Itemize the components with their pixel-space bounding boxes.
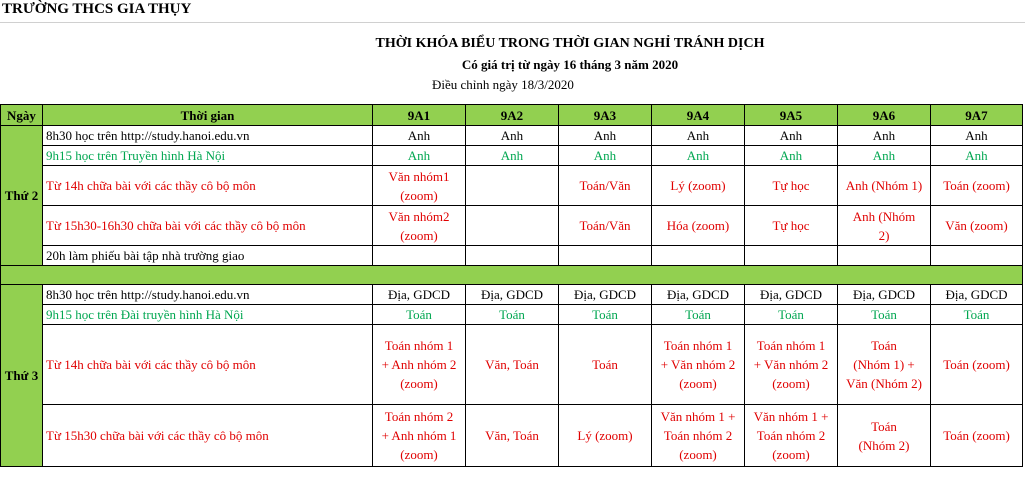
class-cell [931,206,1023,246]
header-time: Thời gian [43,105,373,126]
cell-text: Địa, GDCD [945,287,1008,302]
cell-text: Anh [407,148,431,163]
schedule-row [1,285,1023,305]
schedule-row [1,146,1023,166]
class-cell [466,166,559,206]
cell-text: Toán [871,338,897,353]
class-cell [838,166,931,206]
cell-text: Toán nhóm 1 [384,338,454,353]
class-cell [745,206,838,246]
cell-text: Văn nhóm 1 + [753,409,829,424]
time-slot: Từ 14h chữa bài với các thầy cô bộ môn [43,166,373,206]
cell-text: Anh [872,128,896,143]
header-class-9a7: 9A7 [931,105,1023,126]
time-slot: Từ 15h30 chữa bài với các thầy cô bộ môn [43,405,373,467]
class-cell [745,126,838,146]
cell-text: Anh [407,128,431,143]
class-cell [652,166,745,206]
cell-text: Toán [406,307,432,322]
cell-text: Toán [963,307,990,322]
class-cell [745,166,838,206]
time-slot: Từ 14h chữa bài với các thầy cô bộ môn [43,325,373,405]
class-cell [745,246,838,266]
class-cell [373,246,466,266]
time-slot: Từ 15h30-16h30 chữa bài với các thầy cô bộ môn [43,206,373,246]
class-cell [373,285,466,305]
cell-text: Địa, GDCD [480,287,544,302]
cell-text: Toán nhóm 2 [384,409,454,424]
time-slot: 20h làm phiếu bài tập nhà trường giao [43,246,373,266]
class-cell [931,246,1023,266]
cell-text: Tự học [772,218,810,233]
class-cell [652,146,745,166]
schedule-row [1,405,1023,467]
cell-text: Văn nhóm 1 + [660,409,736,424]
cell-text: (Nhóm 1) + [853,357,915,372]
cell-text: Toán nhóm 2 [663,428,733,443]
class-cell [838,325,931,405]
class-cell [466,285,559,305]
cell-text: Lý (zoom) [670,178,726,193]
class-cell [745,285,838,305]
class-cell [931,285,1023,305]
schedule-row [1,166,1023,206]
cell-text: Anh [779,148,803,163]
time-slot: 8h30 học trên http://study.hanoi.edu.vn [43,126,373,146]
class-cell [652,206,745,246]
header-day: Ngày [1,105,43,126]
day-label: Thứ 2 [1,126,43,266]
class-cell [838,206,931,246]
cell-text: Anh [500,148,524,163]
cell-text: Toán [685,307,711,322]
cell-text: Toán [592,307,618,322]
class-cell [466,246,559,266]
class-cell [745,146,838,166]
class-cell [373,305,466,325]
cell-text: Anh [965,128,988,143]
class-cell [652,285,745,305]
cell-text: Toán nhóm 2 [756,428,826,443]
class-cell [373,325,466,405]
school-name: TRƯỜNG THCS GIA THỤY [2,1,192,17]
class-cell [373,405,466,467]
schedule-row [1,325,1023,405]
cell-text: Văn, Toán [485,428,539,443]
time-slot: 9h15 học trên Đài truyền hình Hà Nội [43,305,373,325]
cell-text: Toán (zoom) [943,428,1010,443]
class-cell [559,146,652,166]
cell-text: Văn (Nhóm 2) [846,376,922,391]
cell-text: Anh [686,148,710,163]
class-cell [931,325,1023,405]
cell-text: Toán/Văn [579,218,631,233]
class-cell [559,325,652,405]
class-cell [838,146,931,166]
cell-text: Văn nhóm1 [388,168,450,184]
cell-text: + Anh nhóm 2 [381,357,457,372]
cell-text: Anh [779,128,803,143]
cell-text: Anh [500,128,524,143]
header-class-9a2: 9A2 [466,105,559,126]
class-cell [559,285,652,305]
cell-text: (Nhóm 2) [858,437,910,453]
header-class-9a5: 9A5 [745,105,838,126]
cell-text: 2) [878,227,890,243]
schedule-row [1,126,1023,146]
cell-text: Lý (zoom) [577,428,633,443]
cell-text: Toán [499,307,525,322]
cell-text: Toán (zoom) [943,178,1010,193]
schedule-title: THỜI KHÓA BIỂU TRONG THỜI GIAN NGHỈ TRÁNH DỊCH [375,36,765,51]
cell-text: Văn, Toán [485,357,539,372]
header-class-9a1: 9A1 [373,105,466,126]
class-cell [466,206,559,246]
class-cell [931,146,1023,166]
cell-text: Anh [872,148,896,163]
adjusted-date: Điều chỉnh ngày 18/3/2020 [432,77,574,92]
cell-text: Địa, GDCD [852,287,916,302]
sheet-gridline [0,22,1025,23]
time-slot: 9h15 học trên Truyền hình Hà Nội [43,146,373,166]
cell-text: Hóa (zoom) [666,218,730,233]
cell-text: + Văn nhóm 2 [753,357,829,372]
class-cell [652,246,745,266]
class-cell [838,126,931,146]
cell-text: Toán [871,307,897,322]
schedule-row [1,206,1023,246]
header-class-9a3: 9A3 [559,105,652,126]
cell-text: (zoom) [772,447,810,462]
cell-text: Địa, GDCD [759,287,823,302]
class-cell [652,126,745,146]
cell-text: (zoom) [400,227,438,243]
class-cell [838,405,931,467]
cell-text: (zoom) [679,447,717,462]
class-cell [559,246,652,266]
cell-text: Toán nhóm 1 [663,338,733,353]
schedule-row [1,305,1023,325]
class-cell [466,305,559,325]
class-cell [838,285,931,305]
class-cell [373,126,466,146]
cell-text: + Văn nhóm 2 [660,357,736,372]
day-separator-row [1,266,1023,285]
cell-text: Địa, GDCD [573,287,637,302]
cell-text: Toán [778,307,804,322]
class-cell [838,246,931,266]
day-label: Thứ 3 [1,285,43,467]
class-cell [559,206,652,246]
class-cell [559,166,652,206]
header-class-9a6: 9A6 [838,105,931,126]
cell-text: Toán (zoom) [943,357,1010,372]
cell-text: (zoom) [679,376,717,391]
class-cell [652,405,745,467]
class-cell [931,305,1023,325]
cell-text: Toán [592,357,618,372]
separator-cell [1,266,1023,285]
cell-text: Văn (zoom) [945,218,1008,233]
class-cell [466,405,559,467]
class-cell [466,325,559,405]
cell-text: Toán nhóm 1 [756,338,826,353]
cell-text: Anh (Nhóm [852,208,916,224]
cell-text: + Anh nhóm 1 [381,428,457,443]
cell-text: Anh [593,128,617,143]
class-cell [373,166,466,206]
class-cell [652,305,745,325]
class-cell [838,305,931,325]
cell-text: Văn nhóm2 [388,208,450,224]
class-cell [466,146,559,166]
cell-text: (zoom) [400,187,438,203]
cell-text: Toán/Văn [579,178,631,193]
header-class-9a4: 9A4 [652,105,745,126]
class-cell [373,206,466,246]
schedule-subtitle: Có giá trị từ ngày 16 tháng 3 năm 2020 [461,57,679,72]
schedule-row [1,246,1023,266]
class-cell [373,146,466,166]
header-row [1,105,1023,126]
class-cell [559,405,652,467]
class-cell [745,405,838,467]
class-cell [652,325,745,405]
cell-text: Địa, GDCD [387,287,451,302]
timetable [0,104,1023,467]
cell-text: Anh (Nhóm 1) [845,178,923,193]
cell-text: Toán [871,418,897,434]
class-cell [931,405,1023,467]
class-cell [931,166,1023,206]
cell-text: (zoom) [400,376,438,391]
cell-text: Anh [686,128,710,143]
class-cell [466,126,559,146]
cell-text: (zoom) [772,376,810,391]
class-cell [745,325,838,405]
class-cell [931,126,1023,146]
class-cell [745,305,838,325]
cell-text: Anh [965,148,988,163]
cell-text: Anh [593,148,617,163]
class-cell [559,305,652,325]
time-slot: 8h30 học trên http://study.hanoi.edu.vn [43,285,373,305]
cell-text: Tự học [772,178,810,193]
cell-text: Địa, GDCD [666,287,730,302]
class-cell [559,126,652,146]
cell-text: (zoom) [400,447,438,462]
